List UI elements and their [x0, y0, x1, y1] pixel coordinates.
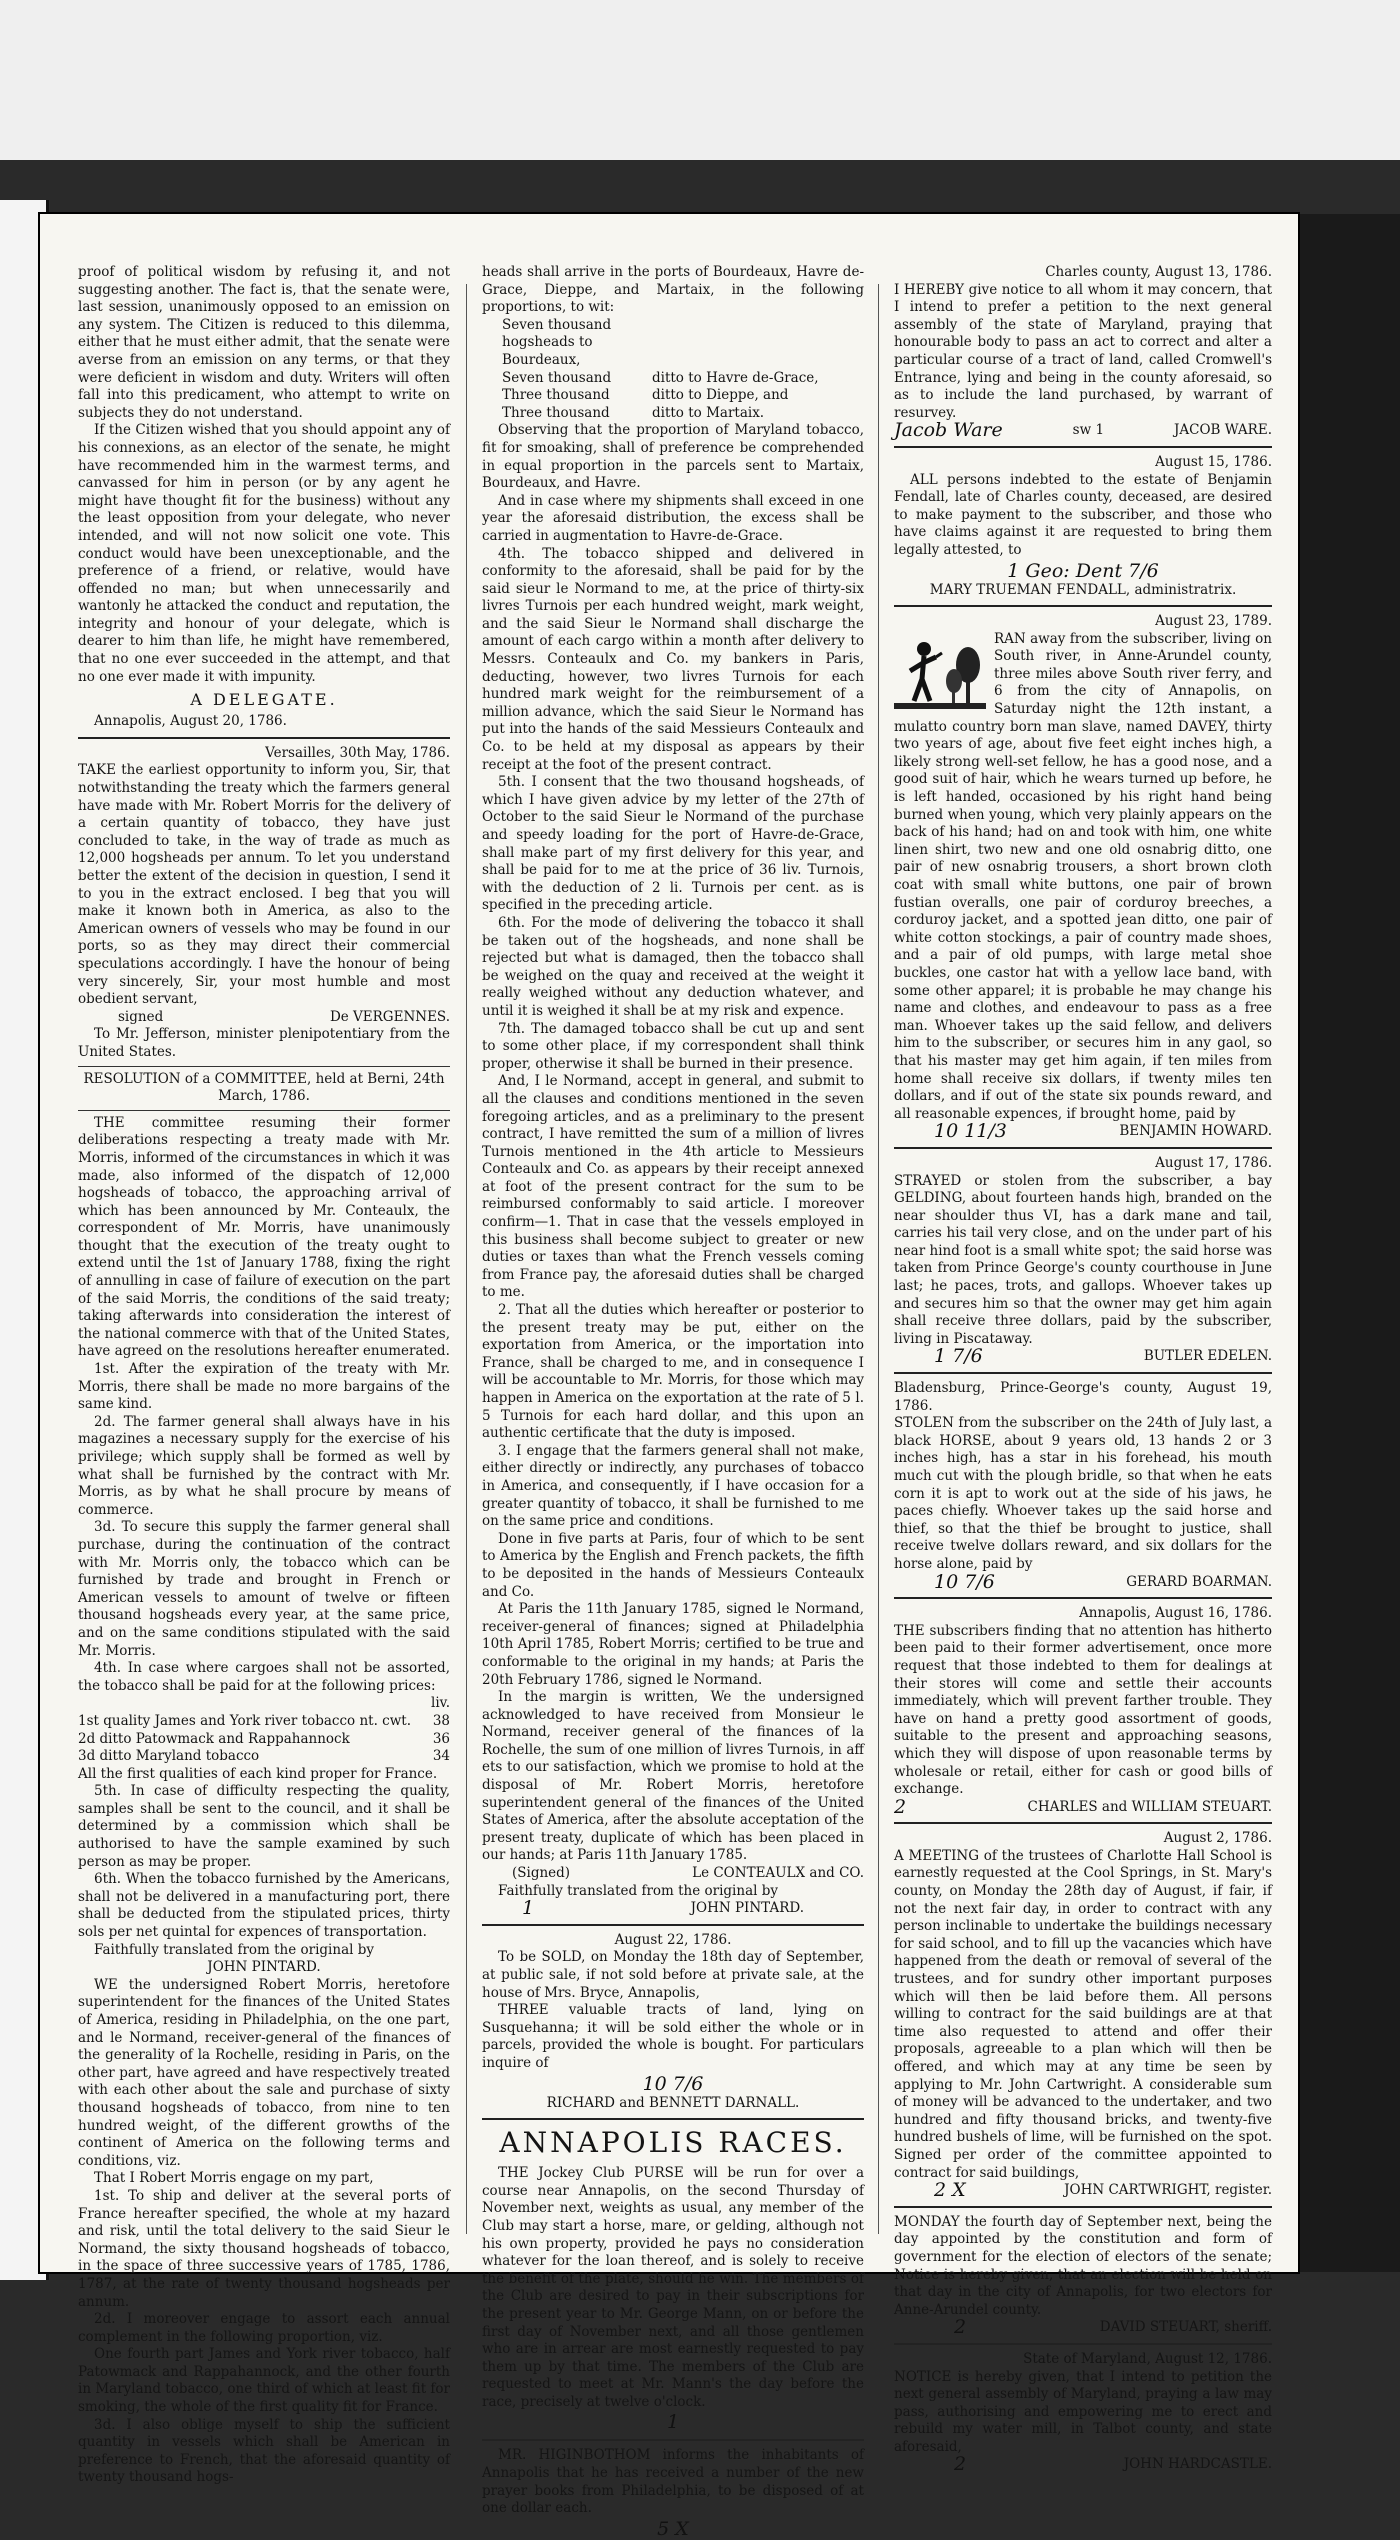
merchant-notice: THE subscribers finding that no attention has hitherto been paid to their former advertisement, once more request that those indebted to them for dealings at their stores will come and settle their accounts immediately, which will prevent farther trouble. They have on hand a pretty good assortment of goods, suitable to the present and approaching seasons, which they will dispose of upon reasonable terms by wholesale or retail, either for cash or good bills of exchange. [894, 1622, 1272, 1798]
dateline: State of Maryland, August 12, 1786. [1023, 2350, 1272, 2367]
dateline: August 22, 1786. [614, 1931, 732, 1948]
paragraph: 6th. For the mode of delivering the tobacco it shall be taken out of the hogsheads, and none shall be rejected but what is damaged, then the tobacco shall be weighed on the quay and received at the weight it really weighed without any deduction whatever, and until it is weighed it shall be at my risk and expence. [482, 914, 864, 1019]
port-row [482, 370, 864, 388]
signed-label: (Signed) [512, 1865, 571, 1882]
paragraph: 3d. To secure this supply the farmer general shall purchase, during the continuation of the contract with Mr. Morris only, the tobacco which can be furnished by trade and brought in French or American vessels to amount of twelve or fifteen thousand hogsheads every year, at the same price, and on the same conditions stipulated with the said Mr. Morris. [78, 1519, 450, 1659]
handwritten-mark: 2 [954, 2316, 967, 2339]
dateline: Charles county, August 13, 1786. [1045, 264, 1272, 280]
signature-row [894, 1120, 1272, 1143]
signer: BENJAMIN HOWARD. [1119, 1123, 1272, 1140]
signature-row [894, 419, 1272, 442]
price-value: 34 [432, 1748, 450, 1765]
paragraph: 4th. The tobacco shipped and delivered in conformity to the aforesaid, shall be paid for by the said sieur le Normand to me, at the price of thirty-six livres Turnois per each hundred weight, mark weight, and the said Sieur le Normand shall discharge the amount of each cargo within a month after delivery to Messrs. Conteaulx and Co. my bankers in Paris, deducting, however, two livres Turnois for each hundred mark weight for the reimbursement of a million advance, which the said Sieur le Normand has put into the hands of the said Messieurs Conteaulx and Co. to be held at my disposal as appears by their receipt at the foot of the present contract. [482, 545, 864, 773]
translator-row [482, 1897, 864, 1920]
paragraph: If the Citizen wished that you should appoint any of his connexions, as an elector of the senate, he might have recommended him in the warmest terms, and canvassed for him in person (or by any agent he might have thought fit for the business) without any the least opposition from your delegate, who never intended, and will not now solicit one vote. This conduct would have been unexceptionable, and the preference of a friend, or relative, would have offended no man; but when unnecessarily and wantonly he attacked the conduct and reputation, the integrity and honour of your delegate, which is dearer to him than life, he might have remembered, that no one ever succeeded in the attempt, and that no one ever made it with impunity. [78, 422, 450, 685]
handwritten-mark: 1 7/6 [934, 1345, 983, 1368]
signer: GERARD BOARMAN. [1126, 1573, 1272, 1590]
port-qty: Three thousand [502, 387, 610, 404]
races-heading: ANNAPOLIS RACES. [499, 2126, 847, 2160]
signature-row [894, 2316, 1272, 2339]
port-dest [652, 317, 864, 370]
divider [894, 2343, 1272, 2345]
dateline: Bladensburg, Prince-George's county, August 19, 1786. [894, 1380, 1272, 1414]
divider [894, 1372, 1272, 1374]
paragraph: 1st. To ship and deliver at the several ports of France hereafter specified, the whole at my hazard and risk, until the total delivery to the said Sieur le Normand, the sixty thousand hogsheads of tobacco, in the space of three successive years of 1785, 1786, 1787, at the rate of twenty thousand hogsheads per annum. [78, 2187, 450, 2310]
book-binding [1292, 214, 1400, 2272]
divider [78, 1110, 450, 1111]
signed-label: signed [118, 1008, 164, 1025]
divider [894, 605, 1272, 607]
paragraph: heads shall arrive in the ports of Bourdeaux, Havre de-Grace, Dieppe, and Martaix, in the following proportions, to wit: [482, 264, 864, 316]
dateline: August 17, 1786. [1155, 1154, 1272, 1171]
translation-note: Faithfully translated from the original by [94, 1941, 374, 1958]
dateline: August 2, 1786. [1163, 1830, 1272, 1847]
handwritten-mark: 1 [666, 2411, 680, 2434]
port-qty: Seven thousand hogsheads to Bourdeaux, [502, 316, 612, 368]
paragraph: proof of political wisdom by refusing it, and not suggesting another. The fact is, that the senate were, last session, unanimously opposed to an emission on any system. The Citizen is reduced to this dilemma, either that he must either admit, that the senate were averse from an emission on any terms, or that they were deficient in wisdom and duty. Writers will often fall into this predicament, who attempt to write on subjects they do not understand. [78, 264, 450, 421]
divider [894, 2206, 1272, 2208]
paragraph: 5th. I consent that the two thousand hogsheads, of which I have given advice by my letter of the 27th of October to the said Sieur le Normand of the purchase and speedy loading for the port of Havre-de-Grace, shall make part of my first delivery for this year, and shall be paid for to me at the price of 36 liv. Turnois, with the deduction of 2 li. Turnois per cent. as is specified in the preceding article. [482, 774, 864, 914]
signature-row [894, 2179, 1272, 2202]
signature: A DELEGATE. [190, 690, 338, 710]
price-item: 3d ditto Maryland tobacco [78, 1748, 260, 1765]
handwritten-mark: 5 X [657, 2517, 689, 2540]
handwritten-mark: 1 [522, 1897, 535, 1920]
signer: JOHN CARTWRIGHT, register. [1064, 2182, 1272, 2199]
estate-notice: ALL persons indebted to the estate of Benjamin Fendall, late of Charles county, deceased, are desired to make payment to the subscriber, and those who have claims against it are requested to bring them legally attested, to [894, 471, 1272, 558]
signature-row [894, 1570, 1272, 1593]
signer: De VERGENNES. [329, 1008, 450, 1025]
paragraph: 2d. The farmer general shall always have in his magazines a necessary supply for the exercise of his privilege; which supply shall be formed as well by what shall be furnished by the contract with Mr. Morris, as by what he shall procure by means of commerce. [78, 1413, 450, 1518]
port-dest: ditto to Martaix. [652, 404, 765, 421]
column-rule [466, 284, 467, 2234]
signer: CHARLES and WILLIAM STEUART. [1027, 1798, 1272, 1815]
handwritten-mark: 2 X [934, 2179, 966, 2202]
port-qty: Seven thousand [502, 369, 612, 386]
paragraph: 5th. In case of difficulty respecting the quality, samples shall be sent to the council, and it shall be determined by a commission which shall be authorised to have the sample examined by such person as may be proper. [78, 1783, 450, 1870]
paragraph: In the margin is written, We the undersigned acknowledged to have received from Monsieur le Normand, receiver general of the finances of la Rochelle, the sum of one million of livres Turnois, in aff ets to our satisfaction, which we promise to hold at the disposal of Mr. Robert Morris, heretofore superintendent general of the finances of the United States of America, after the absolute acceptation of the present treaty, duplicate of which has been placed in our hands; at Paris 11th January 1785. [482, 1689, 864, 1864]
dateline: August 15, 1786. [1155, 453, 1272, 470]
paragraph: THE committee resuming their former deliberations respecting a treaty made with Mr. Morris, informed of the circumstances in which it was made, also informed of the dispatch of 12,000 hogsheads of tobacco, the approaching arrival of which has been announced by Mr. Conteaulx, the correspondent of Mr. Morris, have unanimously thought that the execution of the treaty ought to extend until the 1st of January 1788, fixing the right of annulling in case of failure of execution on the part of the said Morris, the conditions of the said treaty; taking afterwards into consideration the interest of the national commerce with that of the United States, have agreed on the resolutions hereafter enumerated. [78, 1114, 450, 1360]
paragraph: 1st. After the expiration of the treaty with Mr. Morris, there shall be made no more bargains of the same kind. [78, 1361, 450, 1413]
signer: Le CONTEAULX and CO. [692, 1865, 864, 1882]
section-heading: RESOLUTION of a COMMITTEE, held at Berni, 24th March, 1786. [83, 1070, 445, 1105]
paragraph: 7th. The damaged tobacco shall be cut up and sent to some other place, if my correspondent shall think proper, otherwise it shall be burned in their presence. [482, 1020, 864, 1072]
divider [482, 2439, 864, 2441]
signature-row [78, 1009, 450, 1027]
handwritten-mark: 2 [894, 1795, 907, 1818]
paragraph: At Paris the 11th January 1785, signed le Normand, receiver-general of finances; signed at Philadelphia 10th April 1785, Robert Morris; certified to be true and conformable to the original in my hands; at Paris the 20th February 1786, signed le Normand. [482, 1601, 864, 1688]
election-notice: MONDAY the fourth day of September next, being the day appointed by the constitution and form of government for the election of electors of the senate; Notice is hereby given, that an election will be held on that day in the city of Annapolis, for two electors for Anne-Arundel county. [894, 2213, 1272, 2318]
scan-background-top [0, 0, 1400, 160]
dateline: Annapolis, August 20, 1786. [94, 713, 287, 730]
divider [894, 446, 1272, 448]
price-row [78, 1748, 450, 1766]
runaway-woodcut-icon [894, 635, 986, 715]
handwritten-mark: 1 Geo: Dent 7/6 [1007, 559, 1159, 582]
mill-petition-notice: NOTICE is hereby given, that I intend to petition the next general assembly of Maryland, praying a law may pass, authorising and empowering me to erect and rebuild my water mill, in Talbot county, and state aforesaid, [894, 2368, 1272, 2455]
column-1 [78, 264, 450, 2486]
paragraph: Observing that the proportion of Maryland tobacco, fit for smoaking, shall of preference be comprehended in equal proportion in the parcels sent to Martaix, Bourdeaux, and Havre. [482, 422, 864, 492]
paragraph: All the first qualities of each kind proper for France. [78, 1765, 438, 1782]
handwritten-mark: 2 [954, 2453, 967, 2476]
translation-note: Faithfully translated from the original by [498, 1882, 778, 1899]
paragraph: 2. That all the duties which hereafter or posterior to the present treaty may be put, either on the exportation from America, or the importation into France, shall be charged to me, and in consequence I will be accountable to Mr. Morris, for those which may happen in America on the exportation at the rate of 5 l. 5 Turnois for each hard dollar, and this upon an authentic certificate that the duty is imposed. [482, 1302, 864, 1442]
bookseller-notice: MR. HIGINBOTHOM informs the inhabitants of Annapolis that he has received a number of the new prayer books from Philadelphia, to be disposed of at one dollar each. [482, 2447, 864, 2517]
advertiser: RICHARD and BENNETT DARNALL. [546, 2094, 800, 2111]
runaway-notice: RAN away from the subscriber, living on South river, in Anne-Arundel county, three miles above South river ferry, and 6 from the city of Annapolis, on Saturday night the 12th instant, a mulatto country born man slave, named DAVEY, thirty two years of age, about five feet eight inches high, a likely strong well-set fellow, he has a good nose, and a good suit of hair, which he wears turned up before, he is left handed, occasioned by his right hand being burned when young, which very plainly appears on the back of his hand; had on and took with him, one white linen shirt, two new and one old osnabrig ditto, one pair of new osnabrig trousers, a short brown cloth coat with small white buttons, one pair of brown fustian overalls, one pair of corduroy breeches, a corduroy jacket, and a spotted jean ditto, one pair of white cotton stockings, a pair of country made shoes, and a pair of old pumps, with large metal shoe buckles, one castor hat with a yellow lace band, with some other apparel; it is probable he may change his name and clothes, and endeavour to pass as a free man. Whoever takes up the said fellow, and delivers him to the subscriber, or secures him in any gaol, so that his master may get him again, if ten miles from home shall receive six dollars, if twenty miles ten dollars, and if out of the state six pounds reward, and all reasonable expences, if brought home, paid by [894, 630, 1272, 1122]
dateline: August 23, 1789. [1155, 613, 1272, 630]
petition-notice: I HEREBY give notice to all whom it may concern, that I intend to prefer a petition to the next general assembly of the state of Maryland, praying that honourable body to pass an act to correct and alter a particular course of a tract of land, called Cromwell's Entrance, lying and being in the county aforesaid, so as to include the land purchased, by warrant of resurvey. [894, 281, 1272, 421]
column-2 [482, 264, 864, 2540]
stolen-notice: STOLEN from the subscriber on the 24th of July last, a black HORSE, about 9 years old, 13 hands 2 or 3 inches high, has a star in his forehead, his mouth much cut with the plough bridle, so that when he eats corn it is apt to work out at the side of his jaws, he paces chiefly. Whoever takes up the said horse and thief, so that the thief be brought to justice, shall receive twelve dollars reward, and six dollars for the horse alone, paid by [894, 1415, 1272, 1572]
signature-row [894, 2453, 1272, 2476]
ports-table [482, 317, 864, 423]
signer: BUTLER EDELEN. [1143, 1348, 1272, 1365]
sale-notice: To be SOLD, on Monday the 18th day of September, at public sale, if not sold before at private sale, at the house of Mrs. Bryce, Annapolis, [482, 1949, 864, 2001]
handwritten-mark: 10 11/3 [934, 1120, 1007, 1143]
addressee: To Mr. Jefferson, minister plenipotentiary from the United States. [78, 1026, 450, 1060]
paragraph: One fourth part James and York river tobacco, half Patowmack and Rappahannock, and the other fourth in Maryland tobacco, one third of which at least fit for smoking, the whole of the first quality fit for France. [78, 2346, 450, 2416]
paragraph: 6th. When the tobacco furnished by the Americans, shall not be delivered in a manufacturing port, there shall be deducted from the stipulated prices, thirty sols per net quintal for expences of transportation. [78, 1871, 450, 1941]
divider [894, 1597, 1272, 1599]
columns [78, 264, 1272, 2540]
letter-body: TAKE the earliest opportunity to inform you, Sir, that notwithstanding the treaty which the farmers general have made with Mr. Robert Morris for the delivery of a certain quantity of tobacco, they have just concluded to take, in the way of trade as much as 12,000 hogsheads per annum. To let you understand better the extent of the decision in question, I send it to you in the extract enclosed. I beg that you will make it known both in America, as also to the American owners of vessels who may be found in our ports, so as they may direct their commercial speculations accordingly. I have the honour of being very sincerely, Sir, your most humble and most obedient servant, [78, 762, 450, 1008]
signer: DAVID STEUART, sheriff. [1099, 2319, 1272, 2336]
signer: JACOB WARE. [1173, 422, 1272, 439]
handwritten-mark: 10 7/6 [934, 1570, 995, 1593]
price-item: 1st quality James and York river tobacco nt. cwt. [78, 1712, 411, 1729]
divider [894, 1147, 1272, 1149]
paragraph: WE the undersigned Robert Morris, heretofore superintendent for the finances of the United States of America, residing in Philadelphia, on the one part, and le Normand, receiver-general of the finances of the generality of la Rochelle, residing in Paris, on the other part, have agreed and have respectively treated with each other about the sale and purchase of sixty thousand hogsheads of tobacco, from nine to ten hundred weight, of the different growths of the continent of America on the following terms and conditions, viz. [78, 1976, 450, 2169]
port-qty: Three thousand [502, 404, 610, 421]
signature-row [894, 1795, 1272, 1818]
divider [78, 737, 450, 739]
handwritten-mark: 10 7/6 [642, 2072, 704, 2095]
paragraph: 2d. I moreover engage to assort each annual complement in the following proportion, viz. [78, 2311, 450, 2345]
divider [482, 2118, 864, 2120]
paragraph: 3d. I also oblige myself to ship the sufficient quantity in vessels which shall be American in preference to French, that the aforesaid quantity of twenty thousand hogs- [78, 2416, 450, 2486]
dateline: Annapolis, August 16, 1786. [1079, 1605, 1272, 1622]
divider [894, 1822, 1272, 1824]
translator: JOHN PINTARD. [690, 1900, 804, 1917]
divider [482, 1924, 864, 1926]
price-value: 38 [432, 1712, 450, 1729]
meeting-notice: A MEETING of the trustees of Charlotte Hall School is earnestly requested at the Cool Springs, in St. Mary's county, on Monday the 28th day of August, if fair, if not the next fair day, in order to contract with any person inclinable to undertake the buildings necessary for said school, and to fill up the vacancies which have happened from the death or removal of several of the trustees, and for sundry other important purposes which will then be laid before them. All persons willing to contract for the said buildings are at that time also requested to attend and offer their proposals, agreeable to a plan which will then be offered, and which may at any time be seen by applying to Mr. John Cartwright. A considerable sum of money will be advanced to the undertaker, and two hundred and fifty thousand bricks, and twenty-five hundred bushels of lime, will be furnished on the spot. Signed per order of the committee appointed to contract for said buildings, [894, 1847, 1272, 2181]
price-unit: liv. [431, 1695, 450, 1712]
paragraph: Done in five parts at Paris, four of which to be sent to America by the English and French packets, the fifth to be deposited in the hands of Messieurs Conteaulx and Co. [482, 1530, 864, 1600]
port-dest: ditto to Havre de-Grace, [652, 369, 819, 386]
handwritten-signature: Jacob Ware [894, 419, 1003, 442]
port-row [482, 405, 864, 423]
price-row [78, 1713, 450, 1731]
races-notice: THE Jockey Club PURSE will be run for over a course near Annapolis, on the second Thursday of November next, weights as usual, any member of the Club may start a horse, mare, or gelding, although not his own property, provided he pays no consideration whatever for the loan thereof, and is solely to receive the benefit of the plate, should he win. The members of the Club are desired to pay in their subscriptions for the present year to Mr. George Mann, on or before the first day of November next, and all those gentlemen who are in arrear are most earnestly requested to pay them up by that time. The members of the Club are requested to meet at Mr. Mann's the day before the race, precisely at twelve o'clock. [482, 2165, 864, 2410]
price-row [78, 1731, 450, 1749]
paragraph: 4th. In case where cargoes shall not be assorted, the tobacco shall be paid for at the following prices: [78, 1660, 450, 1694]
signer: JOHN HARDCASTLE. [1123, 2456, 1272, 2473]
strayed-notice: STRAYED or stolen from the subscriber, a bay GELDING, about fourteen hands high, branded on the near shoulder thus VI, has a dark mane and tail, carries his tail very close, and on the under part of his near hind foot is a small white spot; the said horse was taken from Prince George's county courthouse in June last; he paces, trots, and gallops. Whoever takes up and secures him so that the owner may get him again shall receive three dollars, paid by the subscriber, living in Piscataway. [894, 1172, 1272, 1347]
translator: JOHN PINTARD. [207, 1959, 321, 1976]
price-item: 2d ditto Patowmack and Rappahannock [78, 1730, 350, 1747]
port-row [482, 387, 864, 405]
handwritten-mark: sw 1 [1072, 422, 1105, 439]
paragraph: That I Robert Morris engage on my part, [94, 2170, 374, 2187]
dateline: Versailles, 30th May, 1786. [265, 744, 450, 761]
signature-row [894, 1345, 1272, 1368]
column-3 [894, 264, 1272, 2476]
paragraph: And, I le Normand, accept in general, and submit to all the clauses and conditions mentioned in the seven foregoing articles, and as a preliminary to the present contract, I have remitted the sum of a million of livres Turnois mentioned in the 4th article to Messieurs Conteaulx and Co. as appears by their receipt annexed at foot of the present contract for the sum to be reimbursed conformably to said article. I moreover confirm—1. That in case that the vessels employed in this business shall become subject to greater or new duties or taxes than what the French vessels coming from France pay, the aforesaid duties shall be charged to me. [482, 1073, 864, 1301]
column-rule [878, 284, 879, 2234]
signer: MARY TRUEMAN FENDALL, administratrix. [929, 581, 1237, 598]
newspaper-page [40, 214, 1298, 2540]
port-dest: ditto to Dieppe, and [652, 387, 789, 404]
price-value: 36 [432, 1730, 450, 1747]
port-row [482, 317, 864, 370]
divider [78, 1066, 450, 1067]
paragraph: And in case where my shipments shall exceed in one year the aforesaid distribution, the excess shall be carried in augmentation to Havre-de-Grace. [482, 492, 864, 544]
signature-row [482, 1865, 864, 1883]
paragraph: 3. I engage that the farmers general shall not make, either directly or indirectly, any purchases of tobacco in America, and consequently, if I have occasion for a greater quantity of tobacco, it shall be furnished to me on the same price and conditions. [482, 1442, 864, 1530]
sale-notice: THREE valuable tracts of land, lying on Susquehanna; it will be sold either the whole or in parcels, provided the whole is bought. For particulars inquire of [482, 2002, 864, 2071]
